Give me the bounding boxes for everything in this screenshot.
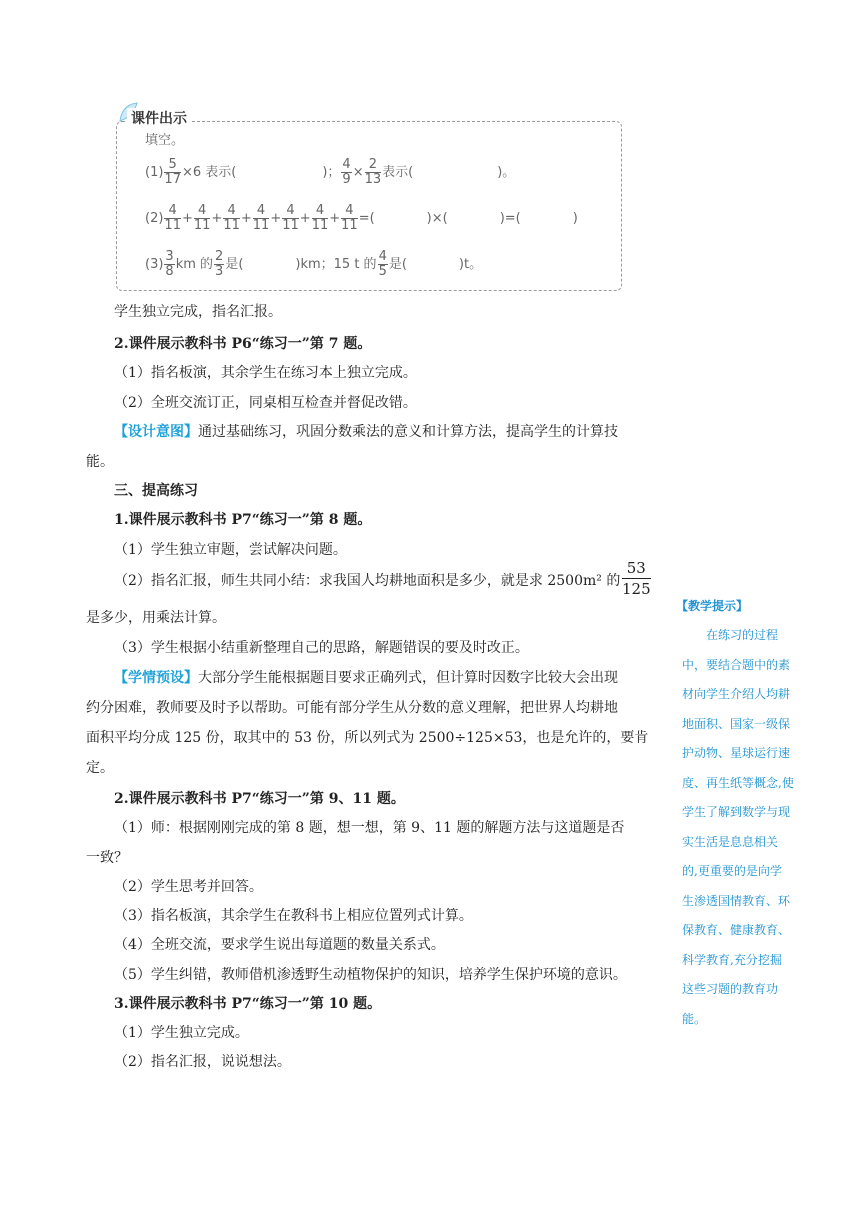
body-line: （1）指名板演，其余学生在练习本上独立完成。 <box>114 365 417 381</box>
body-line: （2）指名汇报，说说想法。 <box>114 1054 291 1070</box>
heading-item: 2.课件展示教科书 P7“练习一”第 9、11 题。 <box>114 791 405 807</box>
question-3: (3) $\frac{3}{8}$ km 的 $\frac{2}{3}$ 是( )km；15 t 的 $\frac{4}{5}$ 是( )t。 <box>145 249 483 279</box>
body-line: 定。 <box>86 760 114 776</box>
body-line: 能。 <box>86 454 114 470</box>
body-line: （3）指名板演，其余学生在教科书上相应位置列式计算。 <box>114 908 473 924</box>
body-line: （2）指名汇报，师生共同小结：求我国人均耕地面积是多少，就是求 2500m² 的 <box>114 573 621 589</box>
body-line: 学生独立完成，指名汇报。 <box>114 304 282 320</box>
body-line: （2）学生思考并回答。 <box>114 879 263 895</box>
body-line: （1）学生独立审题，尝试解决问题。 <box>114 542 347 558</box>
body-line: 面积平均分成 125 份，取其中的 53 份，所以列式为 2500÷125×53，也是允许的，要肯 <box>86 730 649 746</box>
question-1: (1) $\frac{5}{17}$ ×6 表示( )； $\frac{4}{9}$ × $\frac{2}{13}$ 表示( )。 <box>145 157 516 187</box>
body-line: （3）学生根据小结重新整理自己的思路，解题错误的要及时改正。 <box>114 640 529 656</box>
teaching-tip-body: 在练习的过程 中，要结合题中的素 材向学生介绍人均耕 地面积、国家一级保 护动物、星球运行速 度、再生纸等概念,使 学生了解到数学与现 实生活是息息相关 的,更重要的是向学 生渗透国情教育、环 保教育、健康教育、 科学教育,充分挖掘 这些习题的教育功 能。 <box>682 628 794 1026</box>
heading-item: 3.课件展示教科书 P7“练习一”第 10 题。 <box>114 996 382 1012</box>
body-line: 约分困难，教师要及时予以帮助。可能有部分学生从分数的意义理解，把世界人均耕地 <box>86 700 618 716</box>
fill-blank-intro: 填空。 <box>145 133 185 148</box>
body-line: （1）学生独立完成。 <box>114 1025 249 1041</box>
teaching-tip-title: 【教学提示】 <box>676 599 749 613</box>
learning-preview-tag: 【学情预设】 <box>114 670 198 686</box>
fraction-53-125: 53 125 <box>622 559 651 598</box>
body-line: 是多少，用乘法计算。 <box>86 610 226 626</box>
courseware-tag: 课件出示 <box>127 108 191 128</box>
body-line: （1）师：根据刚刚完成的第 8 题，想一想，第 9、11 题的解题方法与这道题是否 <box>114 820 625 836</box>
heading-item: 1.课件展示教科书 P7“练习一”第 8 题。 <box>114 512 372 528</box>
section-heading: 三、提高练习 <box>114 483 198 499</box>
body-line: （5）学生纠错，教师借机渗透野生动植物保护的知识，培养学生保护环境的意识。 <box>114 967 627 983</box>
question-2: (2) $\frac{4}{11}$ + $\frac{4}{11}$ + $\frac{4}{11}$ + $\frac{4}{11}$ + $\frac{4}{11}$ + $\frac{4}{11}$ + $\frac{4}{11}$ =( )×( )=( ) <box>145 203 578 233</box>
learning-preview: 【学情预设】大部分学生能根据题目要求正确列式，但计算时因数字比较大会出现 <box>114 670 618 686</box>
design-intent: 【设计意图】通过基础练习，巩固分数乘法的意义和计算方法，提高学生的计算技 <box>114 424 618 440</box>
body-line: 一致？ <box>86 850 128 866</box>
body-line: （4）全班交流，要求学生说出每道题的数量关系式。 <box>114 937 445 953</box>
design-intent-tag: 【设计意图】 <box>114 424 198 440</box>
body-line: （2）全班交流订正，同桌相互检查并督促改错。 <box>114 395 417 411</box>
heading-item: 2.课件展示教科书 P6“练习一”第 7 题。 <box>114 336 372 352</box>
